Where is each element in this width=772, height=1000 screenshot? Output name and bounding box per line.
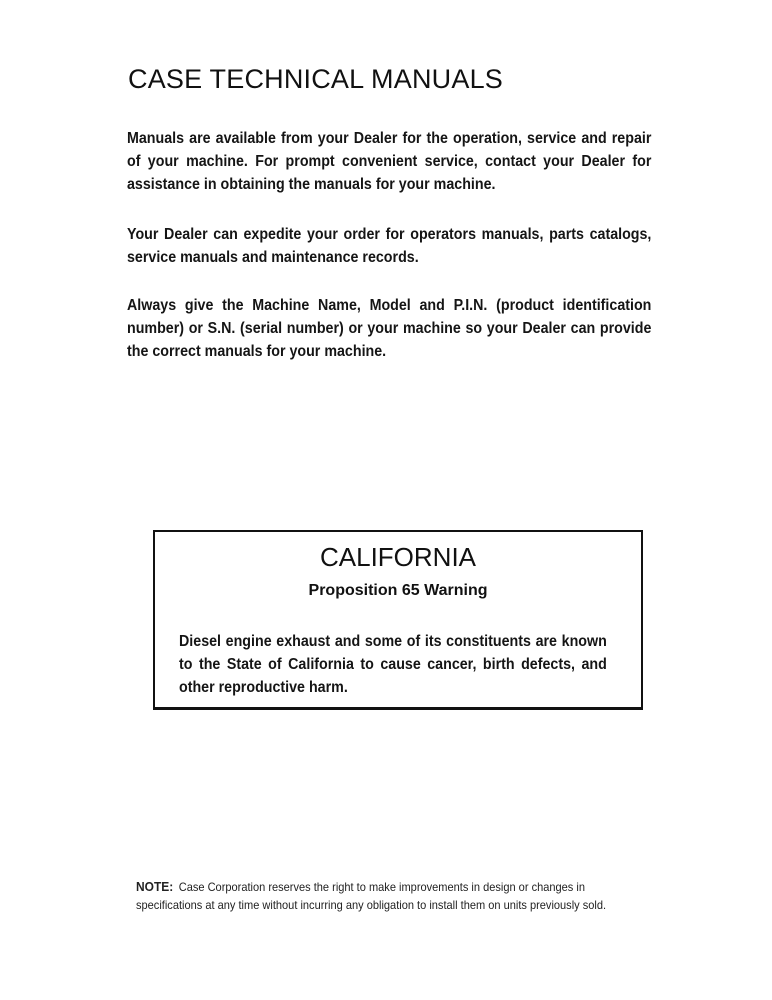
dealer-order-paragraph: Your Dealer can expedite your order for operators manuals, parts catalogs, service manuals and maintenance records. [127, 226, 652, 266]
prop65-warning-box [153, 530, 643, 710]
warning-heading: CALIFORNIA [319, 542, 477, 572]
warning-body: Diesel engine exhaust and some of its constituents are known to the State of California to cause cancer, birth defects, and other reproductive harm. [179, 633, 607, 696]
note-label: NOTE: [136, 879, 174, 894]
manuals-availability-paragraph: Manuals are available from your Dealer for the operation, service and repair of your machine. For prompt convenient service, contact your Dealer for assistance in obtaining the manuals for your machine. [127, 130, 652, 193]
machine-identification-paragraph: Always give the Machine Name, Model and P.I.N. (product identification number) or S.N. (serial number) or your machine so your Dealer can provide the correct manuals for your machine. [127, 297, 652, 360]
warning-subheading: Proposition 65 Warning [308, 582, 488, 599]
footnote [136, 878, 651, 914]
page-title: CASE TECHNICAL MANUALS [128, 64, 503, 94]
note-text: Case Corporation reserves the right to make improvements in design or changes in specifications at any time without incurring any obligation to install them on units previously sold. [136, 880, 607, 912]
